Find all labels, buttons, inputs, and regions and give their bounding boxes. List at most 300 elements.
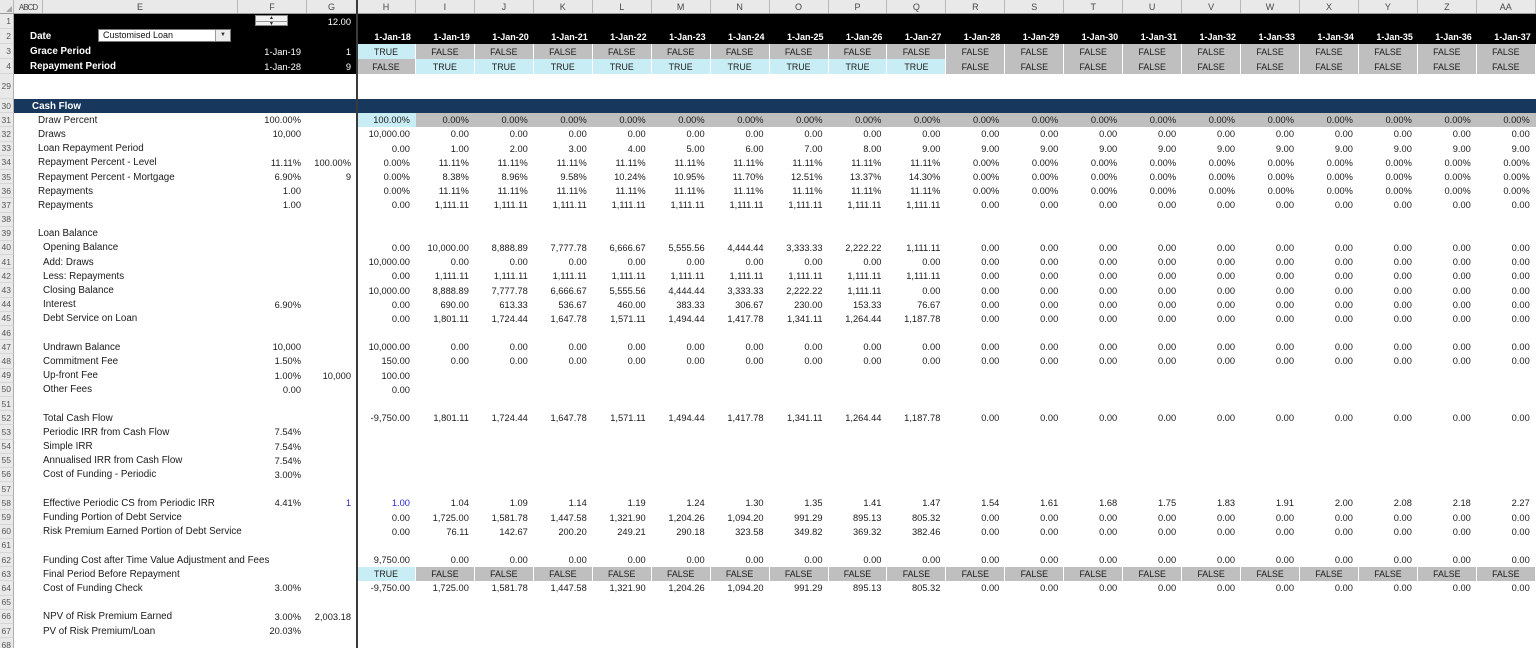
cell-O29[interactable] <box>770 74 829 99</box>
cell-V3[interactable]: FALSE <box>1182 44 1241 59</box>
cell-S63[interactable]: FALSE <box>1005 567 1064 581</box>
cell-L62[interactable]: 0.00 <box>627 555 646 566</box>
cell-F54[interactable]: 7.54% <box>274 441 301 452</box>
cell-H49[interactable]: 100.00 <box>381 370 410 381</box>
cell-T36[interactable]: 0.00% <box>1090 186 1118 197</box>
cell-label-61[interactable] <box>14 539 238 553</box>
cell-S49[interactable] <box>1005 369 1064 383</box>
row-header-34[interactable]: 34 <box>0 156 14 170</box>
cell-O56[interactable] <box>770 468 829 482</box>
cell-Y49[interactable] <box>1359 369 1418 383</box>
cell-N56[interactable] <box>711 468 770 482</box>
cell-F53[interactable]: 7.54% <box>274 427 301 438</box>
cell-J3[interactable]: FALSE <box>475 44 534 59</box>
cell-N53[interactable] <box>711 425 770 439</box>
cell-J2[interactable]: 1-Jan-20 <box>475 29 534 44</box>
col-header-T[interactable]: T <box>1064 0 1123 13</box>
col-header-S[interactable]: S <box>1005 0 1064 13</box>
cell-F63[interactable] <box>238 567 307 581</box>
cell-Q45[interactable]: 1,187.78 <box>904 313 941 324</box>
cell-G56[interactable] <box>307 468 357 482</box>
cell-I54[interactable] <box>416 440 475 454</box>
cell-S62[interactable]: 0.00 <box>1040 555 1059 566</box>
cell-W53[interactable] <box>1241 425 1300 439</box>
cell-Z4[interactable]: FALSE <box>1418 59 1477 74</box>
cell-M60[interactable]: 290.18 <box>676 526 705 537</box>
cell-H60[interactable]: 0.00 <box>391 526 410 537</box>
cell-I50[interactable] <box>416 383 475 397</box>
cell-W43[interactable]: 0.00 <box>1275 285 1294 296</box>
cell-label-4[interactable]: Repayment Period <box>14 59 238 74</box>
cell-Y59[interactable]: 0.00 <box>1393 512 1412 523</box>
cell-Z40[interactable]: 0.00 <box>1452 242 1471 253</box>
cell-AA3[interactable]: FALSE <box>1477 44 1536 59</box>
cell-L56[interactable] <box>593 468 652 482</box>
cell-R2[interactable]: 1-Jan-28 <box>946 29 1005 44</box>
cell-J41[interactable]: 0.00 <box>509 257 528 268</box>
cell-G42[interactable] <box>307 269 357 283</box>
cell-P63[interactable]: FALSE <box>829 567 888 581</box>
cell-U67[interactable] <box>1123 624 1182 638</box>
cell-P39[interactable] <box>829 227 888 241</box>
cell-label-53[interactable]: Periodic IRR from Cash Flow <box>43 426 170 438</box>
cell-T58[interactable]: 1.68 <box>1099 498 1118 509</box>
cell-U66[interactable] <box>1123 610 1182 624</box>
cell-T39[interactable] <box>1064 227 1123 241</box>
cell-H64[interactable]: -9,750.00 <box>370 583 410 594</box>
cell-R43[interactable]: 0.00 <box>981 285 1000 296</box>
cell-H2[interactable]: 1-Jan-18 <box>357 29 416 44</box>
cell-Q3[interactable]: FALSE <box>887 44 946 59</box>
cell-AA67[interactable] <box>1477 624 1536 638</box>
cell-R42[interactable]: 0.00 <box>981 271 1000 282</box>
cell-P55[interactable] <box>829 454 888 468</box>
cell-V48[interactable]: 0.00 <box>1216 356 1236 367</box>
cell-Z34[interactable]: 0.00% <box>1444 157 1471 168</box>
cell-H62[interactable]: 9,750.00 <box>373 555 410 566</box>
cell-label-65[interactable] <box>14 596 238 610</box>
cell-F51[interactable] <box>238 397 307 411</box>
cell-O42[interactable]: 1,111.11 <box>788 271 823 282</box>
row-header-50[interactable]: 50 <box>0 383 14 397</box>
cell-U68[interactable] <box>1123 638 1182 648</box>
cell-T48[interactable]: 0.00 <box>1099 356 1118 367</box>
cell-W33[interactable]: 9.00 <box>1275 143 1294 154</box>
cell-V60[interactable]: 0.00 <box>1216 526 1236 537</box>
cell-M50[interactable] <box>652 383 711 397</box>
cell-N57[interactable] <box>711 482 770 496</box>
col-header-E[interactable]: E <box>43 0 238 13</box>
cell-J56[interactable] <box>475 468 534 482</box>
cell-X37[interactable]: 0.00 <box>1334 200 1353 211</box>
cell-W45[interactable]: 0.00 <box>1275 313 1294 324</box>
cell-G57[interactable] <box>307 482 357 496</box>
cell-AA59[interactable]: 0.00 <box>1511 512 1530 523</box>
cell-X64[interactable]: 0.00 <box>1334 583 1353 594</box>
cell-I47[interactable]: 0.00 <box>450 342 469 353</box>
cell-W46[interactable] <box>1241 326 1300 340</box>
cell-O55[interactable] <box>770 454 829 468</box>
cell-AA48[interactable]: 0.00 <box>1511 356 1530 367</box>
cell-U48[interactable]: 0.00 <box>1158 356 1177 367</box>
col-header-P[interactable]: P <box>829 0 888 13</box>
cell-K33[interactable]: 3.00 <box>568 143 587 154</box>
cell-N48[interactable]: 0.00 <box>745 356 764 367</box>
cell-G61[interactable] <box>307 539 357 553</box>
cell-V29[interactable] <box>1182 74 1241 99</box>
col-header-X[interactable]: X <box>1300 0 1359 13</box>
cell-I66[interactable] <box>416 610 475 624</box>
cell-J64[interactable]: 1,581.78 <box>491 583 528 594</box>
row-header-48[interactable]: 48 <box>0 354 14 368</box>
cell-W41[interactable]: 0.00 <box>1275 257 1294 268</box>
cell-AA63[interactable]: FALSE <box>1477 567 1536 581</box>
cell-AA52[interactable]: 0.00 <box>1511 413 1530 424</box>
cell-W61[interactable] <box>1241 539 1300 553</box>
col-header-AA[interactable]: AA <box>1477 0 1536 13</box>
cell-F32[interactable]: 10,000 <box>272 129 301 140</box>
cell-J55[interactable] <box>475 454 534 468</box>
cell-F68[interactable] <box>238 638 307 648</box>
cell-H29[interactable] <box>357 74 416 99</box>
cell-V55[interactable] <box>1182 454 1241 468</box>
cell-Q61[interactable] <box>887 539 946 553</box>
cell-Z1[interactable] <box>1418 14 1477 29</box>
cell-K40[interactable]: 7,777.78 <box>550 242 587 253</box>
cell-F2[interactable] <box>238 29 307 44</box>
cell-S2[interactable]: 1-Jan-29 <box>1005 29 1064 44</box>
cell-Q58[interactable]: 1.47 <box>922 498 941 509</box>
cell-M68[interactable] <box>652 638 711 648</box>
cell-Q50[interactable] <box>887 383 946 397</box>
cell-label-29[interactable] <box>14 74 238 99</box>
cell-Q38[interactable] <box>887 213 946 227</box>
cell-X36[interactable]: 0.00% <box>1326 186 1353 197</box>
cell-H35[interactable]: 0.00% <box>383 172 410 183</box>
cell-Q51[interactable] <box>887 397 946 411</box>
cell-W49[interactable] <box>1241 369 1300 383</box>
cell-H53[interactable] <box>357 425 416 439</box>
cell-R56[interactable] <box>946 468 1005 482</box>
cell-J50[interactable] <box>475 383 534 397</box>
cell-J49[interactable] <box>475 369 534 383</box>
cell-V2[interactable]: 1-Jan-32 <box>1182 29 1241 44</box>
cell-J40[interactable]: 8,888.89 <box>491 242 528 253</box>
cell-X51[interactable] <box>1300 397 1359 411</box>
row-header-49[interactable]: 49 <box>0 369 14 383</box>
cell-U29[interactable] <box>1123 74 1182 99</box>
cell-F48[interactable]: 1.50% <box>274 356 301 367</box>
cell-P3[interactable]: FALSE <box>829 44 888 59</box>
col-header-H[interactable]: H <box>357 0 416 13</box>
cell-X3[interactable]: FALSE <box>1300 44 1359 59</box>
cell-F46[interactable] <box>238 326 307 340</box>
cell-F52[interactable] <box>238 411 307 425</box>
cell-J33[interactable]: 2.00 <box>509 143 528 154</box>
cell-I40[interactable]: 10,000.00 <box>427 242 469 253</box>
cell-R33[interactable]: 9.00 <box>981 143 1000 154</box>
cell-L33[interactable]: 4.00 <box>627 143 646 154</box>
cell-U33[interactable]: 9.00 <box>1158 143 1177 154</box>
cell-J51[interactable] <box>475 397 534 411</box>
cell-G37[interactable] <box>307 198 357 212</box>
cell-I45[interactable]: 1,801.11 <box>433 313 469 324</box>
section-header-cash-flow[interactable]: Cash Flow <box>14 99 1536 113</box>
cell-G43[interactable] <box>307 283 357 297</box>
dropdown-arrow-icon[interactable]: ▼ <box>215 30 230 41</box>
cell-V67[interactable] <box>1182 624 1241 638</box>
cell-H33[interactable]: 0.00 <box>391 143 410 154</box>
cell-I43[interactable]: 8,888.89 <box>432 285 469 296</box>
cell-Y45[interactable]: 0.00 <box>1393 313 1412 324</box>
cell-H37[interactable]: 0.00 <box>391 200 410 211</box>
cell-P37[interactable]: 1,111.11 <box>847 200 882 211</box>
cell-K62[interactable]: 0.00 <box>568 555 587 566</box>
cell-R57[interactable] <box>946 482 1005 496</box>
cell-V35[interactable]: 0.00% <box>1208 172 1236 183</box>
cell-label-57[interactable] <box>14 482 238 496</box>
cell-X59[interactable]: 0.00 <box>1334 512 1353 523</box>
cell-X35[interactable]: 0.00% <box>1326 172 1353 183</box>
cell-K31[interactable]: 0.00% <box>534 113 593 127</box>
cell-P48[interactable]: 0.00 <box>863 356 882 367</box>
cell-K63[interactable]: FALSE <box>534 567 593 581</box>
cell-X33[interactable]: 9.00 <box>1334 143 1353 154</box>
cell-W68[interactable] <box>1241 638 1300 648</box>
row-header-54[interactable]: 54 <box>0 440 14 454</box>
cell-O37[interactable]: 1,111.11 <box>788 200 823 211</box>
cell-J38[interactable] <box>475 213 534 227</box>
cell-G38[interactable] <box>307 213 357 227</box>
cell-X2[interactable]: 1-Jan-34 <box>1300 29 1359 44</box>
cell-AA35[interactable]: 0.00% <box>1503 172 1530 183</box>
cell-Y38[interactable] <box>1359 213 1418 227</box>
cell-G51[interactable] <box>307 397 357 411</box>
cell-X50[interactable] <box>1300 383 1359 397</box>
cell-W64[interactable]: 0.00 <box>1275 583 1294 594</box>
cell-X67[interactable] <box>1300 624 1359 638</box>
cell-J47[interactable]: 0.00 <box>509 342 528 353</box>
cell-H32[interactable]: 10,000.00 <box>368 129 410 140</box>
row-header-63[interactable]: 63 <box>0 567 14 581</box>
cell-K60[interactable]: 200.20 <box>558 526 587 537</box>
cell-P58[interactable]: 1.41 <box>863 498 882 509</box>
cell-X42[interactable]: 0.00 <box>1334 271 1353 282</box>
cell-Y52[interactable]: 0.00 <box>1393 413 1412 424</box>
cell-R48[interactable]: 0.00 <box>981 356 1000 367</box>
col-header-W[interactable]: W <box>1241 0 1300 13</box>
cell-O45[interactable]: 1,341.11 <box>787 313 823 324</box>
cell-U40[interactable]: 0.00 <box>1158 242 1177 253</box>
spinner-up-icon[interactable]: ▲ <box>256 16 287 22</box>
cell-W44[interactable]: 0.00 <box>1275 299 1294 310</box>
cell-K59[interactable]: 1,447.58 <box>550 512 587 523</box>
cell-F43[interactable] <box>238 283 307 297</box>
cell-H44[interactable]: 0.00 <box>391 299 410 310</box>
cell-J63[interactable]: FALSE <box>475 567 534 581</box>
cell-X60[interactable]: 0.00 <box>1334 526 1353 537</box>
cell-V57[interactable] <box>1182 482 1241 496</box>
cell-M3[interactable]: FALSE <box>652 44 711 59</box>
cell-U37[interactable]: 0.00 <box>1158 200 1177 211</box>
cell-V56[interactable] <box>1182 468 1241 482</box>
cell-V58[interactable]: 1.83 <box>1216 498 1236 509</box>
row-header-1[interactable]: 1 <box>0 14 14 29</box>
cell-K54[interactable] <box>534 440 593 454</box>
cell-V61[interactable] <box>1182 539 1241 553</box>
cell-H54[interactable] <box>357 440 416 454</box>
cell-T53[interactable] <box>1064 425 1123 439</box>
cell-J4[interactable]: TRUE <box>475 59 534 74</box>
cell-G41[interactable] <box>307 255 357 269</box>
cell-AA34[interactable]: 0.00% <box>1503 157 1530 168</box>
cell-L35[interactable]: 10.24% <box>614 172 646 183</box>
cell-Y36[interactable]: 0.00% <box>1385 186 1412 197</box>
cell-N60[interactable]: 323.58 <box>735 526 764 537</box>
cell-R1[interactable] <box>946 14 1005 29</box>
cell-label-40[interactable]: Opening Balance <box>43 242 119 254</box>
cell-U49[interactable] <box>1123 369 1182 383</box>
cell-label-31[interactable]: Draw Percent <box>38 114 98 126</box>
cell-AA54[interactable] <box>1477 440 1536 454</box>
cell-K34[interactable]: 11.11% <box>556 157 587 168</box>
cell-L60[interactable]: 249.21 <box>617 526 646 537</box>
cell-S40[interactable]: 0.00 <box>1040 242 1059 253</box>
cell-AA60[interactable]: 0.00 <box>1511 526 1530 537</box>
cell-F58[interactable]: 4.41% <box>274 498 301 509</box>
cell-label-36[interactable]: Repayments <box>38 185 93 197</box>
cell-I41[interactable]: 0.00 <box>450 257 469 268</box>
cell-Z29[interactable] <box>1418 74 1477 99</box>
cell-Z37[interactable]: 0.00 <box>1452 200 1471 211</box>
cell-X49[interactable] <box>1300 369 1359 383</box>
row-header-39[interactable]: 39 <box>0 227 14 241</box>
cell-label-46[interactable] <box>14 326 238 340</box>
cell-T40[interactable]: 0.00 <box>1099 242 1118 253</box>
cell-H34[interactable]: 0.00% <box>383 157 410 168</box>
cell-Z59[interactable]: 0.00 <box>1452 512 1471 523</box>
cell-I67[interactable] <box>416 624 475 638</box>
cell-H55[interactable] <box>357 454 416 468</box>
cell-U55[interactable] <box>1123 454 1182 468</box>
cell-F61[interactable] <box>238 539 307 553</box>
cell-U45[interactable]: 0.00 <box>1158 313 1177 324</box>
cell-S60[interactable]: 0.00 <box>1040 526 1059 537</box>
cell-V43[interactable]: 0.00 <box>1216 285 1236 296</box>
cell-O67[interactable] <box>770 624 829 638</box>
cell-Z63[interactable]: FALSE <box>1418 567 1477 581</box>
cell-W54[interactable] <box>1241 440 1300 454</box>
cell-H67[interactable] <box>357 624 416 638</box>
cell-P62[interactable]: 0.00 <box>863 555 882 566</box>
cell-I51[interactable] <box>416 397 475 411</box>
cell-N34[interactable]: 11.11% <box>733 157 764 168</box>
cell-Z39[interactable] <box>1418 227 1477 241</box>
cell-W4[interactable]: FALSE <box>1241 59 1300 74</box>
cell-M56[interactable] <box>652 468 711 482</box>
cell-U59[interactable]: 0.00 <box>1158 512 1177 523</box>
cell-K32[interactable]: 0.00 <box>568 129 587 140</box>
cell-Q41[interactable]: 0.00 <box>922 257 941 268</box>
cell-T44[interactable]: 0.00 <box>1099 299 1118 310</box>
cell-P35[interactable]: 13.37% <box>849 172 882 183</box>
cell-S58[interactable]: 1.61 <box>1040 498 1059 509</box>
cell-O50[interactable] <box>770 383 829 397</box>
cell-label-67[interactable]: PV of Risk Premium/Loan <box>43 625 156 637</box>
cell-P50[interactable] <box>829 383 888 397</box>
cell-L34[interactable]: 11.11% <box>615 157 646 168</box>
cell-S59[interactable]: 0.00 <box>1040 512 1059 523</box>
cell-Y39[interactable] <box>1359 227 1418 241</box>
cell-label-62[interactable]: Funding Cost after Time Value Adjustment and Fees <box>43 554 270 566</box>
cell-Z56[interactable] <box>1418 468 1477 482</box>
cell-G59[interactable] <box>307 510 357 524</box>
cell-T52[interactable]: 0.00 <box>1099 413 1118 424</box>
cell-P45[interactable]: 1,264.44 <box>845 313 882 324</box>
cell-S41[interactable]: 0.00 <box>1040 257 1059 268</box>
cell-Q59[interactable]: 805.32 <box>911 512 941 523</box>
cell-O2[interactable]: 1-Jan-25 <box>770 29 829 44</box>
cell-H1[interactable] <box>357 14 416 29</box>
cell-label-44[interactable]: Interest <box>43 299 76 311</box>
cell-S47[interactable]: 0.00 <box>1040 342 1059 353</box>
cell-S55[interactable] <box>1005 454 1064 468</box>
cell-Z43[interactable]: 0.00 <box>1452 285 1471 296</box>
cell-label-43[interactable]: Closing Balance <box>43 285 114 297</box>
cell-O48[interactable]: 0.00 <box>804 356 823 367</box>
cell-Z58[interactable]: 2.18 <box>1452 498 1471 509</box>
cell-F57[interactable] <box>238 482 307 496</box>
cell-Q55[interactable] <box>887 454 946 468</box>
cell-F65[interactable] <box>238 596 307 610</box>
cell-I49[interactable] <box>416 369 475 383</box>
cell-S34[interactable]: 0.00% <box>1031 157 1059 168</box>
cell-L49[interactable] <box>593 369 652 383</box>
cell-J46[interactable] <box>475 326 534 340</box>
cell-G53[interactable] <box>307 425 357 439</box>
cell-Q37[interactable]: 1,111.11 <box>906 200 941 211</box>
cell-G55[interactable] <box>307 454 357 468</box>
cell-G40[interactable] <box>307 241 357 255</box>
cell-AA41[interactable]: 0.00 <box>1511 257 1530 268</box>
cell-H48[interactable]: 150.00 <box>381 356 410 367</box>
cell-V63[interactable]: FALSE <box>1182 567 1241 581</box>
cell-S29[interactable] <box>1005 74 1064 99</box>
cell-AA68[interactable] <box>1477 638 1536 648</box>
cell-M62[interactable]: 0.00 <box>686 555 705 566</box>
cell-U60[interactable]: 0.00 <box>1158 526 1177 537</box>
cell-AA56[interactable] <box>1477 468 1536 482</box>
cell-T60[interactable]: 0.00 <box>1099 526 1118 537</box>
cell-I52[interactable]: 1,801.11 <box>433 413 469 424</box>
cell-P61[interactable] <box>829 539 888 553</box>
cell-N65[interactable] <box>711 596 770 610</box>
row-header-57[interactable]: 57 <box>0 482 14 496</box>
cell-Z46[interactable] <box>1418 326 1477 340</box>
cell-O52[interactable]: 1,341.11 <box>787 413 823 424</box>
cell-N47[interactable]: 0.00 <box>745 342 764 353</box>
cell-M58[interactable]: 1.24 <box>686 498 705 509</box>
cell-T4[interactable]: FALSE <box>1064 59 1123 74</box>
cell-Z3[interactable]: FALSE <box>1418 44 1477 59</box>
cell-H58[interactable]: 1.00 <box>391 498 410 509</box>
cell-label-3[interactable]: Grace Period <box>14 44 238 59</box>
cell-I1[interactable] <box>416 14 475 29</box>
cell-G68[interactable] <box>307 638 357 648</box>
cell-Y46[interactable] <box>1359 326 1418 340</box>
cell-U44[interactable]: 0.00 <box>1158 299 1177 310</box>
cell-label-68[interactable] <box>14 638 238 648</box>
